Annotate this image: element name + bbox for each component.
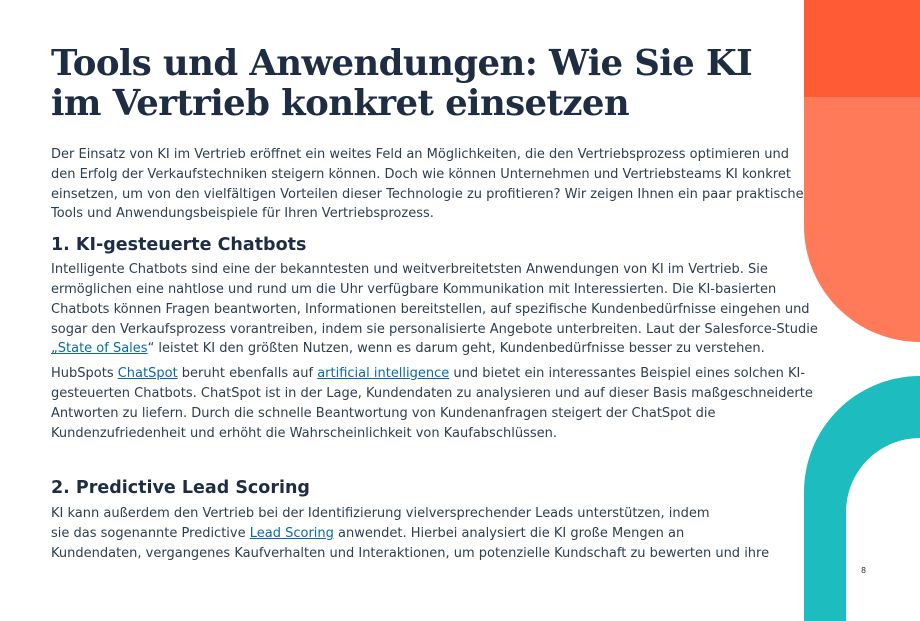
- paragraph-line: Intelligente Chatbots sind eine der bekanntesten und weitverbreitetsten Anwendungen von KI im Vertrieb. Sie: [51, 262, 768, 278]
- chatbots-paragraph-2: [51, 364, 813, 443]
- paragraph-line: KI kann außerdem den Vertrieb bei der Identifizierung vielversprechender Leads unterstützen, indem: [51, 506, 710, 522]
- teal-shape: [804, 376, 920, 621]
- link-quote-open: „: [51, 341, 58, 357]
- paragraph-text: sie das sogenannte Predictive: [51, 526, 250, 542]
- title-line-1: Tools und Anwendungen: Wie Sie KI: [51, 43, 753, 84]
- paragraph-text: und bietet ein interessantes Beispiel eines solchen KI-: [449, 366, 806, 382]
- state-of-sales-link[interactable]: [51, 341, 148, 356]
- paragraph-text: anwendet. Hierbei analysiert die KI große Mengen an: [333, 526, 685, 542]
- intro-paragraph: [51, 145, 804, 224]
- paragraph-line: Chatbots können Fragen beantworten, Informationen bereitstellen, auf spezifische Kundenbedürfnisse eingehen und: [51, 301, 810, 317]
- page-content: [51, 43, 818, 564]
- paragraph-text: HubSpots: [51, 366, 118, 382]
- paragraph-line: sogar den Verkaufsprozess vorantreiben, indem sie personalisierte Angebote unterbreiten. Laut der Salesforce-Studie: [51, 321, 818, 337]
- paragraph-text: “ leistet KI den größten Nutzen, wenn es darum geht, Kundenbedürfnisse besser zu verstehen.: [147, 341, 765, 357]
- lead-scoring-link[interactable]: Lead Scoring: [249, 526, 334, 542]
- intro-line: Der Einsatz von KI im Vertrieb eröffnet ein weites Feld an Möglichkeiten, die den Vertriebsprozess optimieren und: [51, 147, 790, 162]
- paragraph-line: gesteuerten Chatbots. ChatSpot ist in der Lage, Kundendaten zu analysieren und auf dieser Basis maßgeschneiderte: [51, 385, 813, 401]
- lead-scoring-paragraph: [51, 504, 791, 563]
- section-heading-lead-scoring: 2. Predictive Lead Scoring: [51, 478, 310, 499]
- paragraph-line: Kundendaten, vergangenes Kaufverhalten und Interaktionen, um potenzielle Kundschaft zu bewerten und ihre: [51, 545, 770, 561]
- section-heading-chatbots: 1. KI-gesteuerte Chatbots: [51, 235, 307, 256]
- paragraph-line: ermöglichen eine nahtlose und rund um die Uhr verfügbare Kommunikation mit Interessierten. Die KI-basierten: [51, 281, 777, 297]
- paragraph-line: Kundenzufriedenheit und erhöht die Wahrscheinlichkeit von Kaufabschlüssen.: [51, 425, 557, 441]
- chatspot-link[interactable]: ChatSpot: [117, 366, 178, 382]
- link-text: State of Sales: [57, 341, 148, 357]
- decorative-shapes: [804, 0, 920, 621]
- paragraph-line: Antworten zu liefern. Durch die schnelle Beantwortung von Kundenanfragen steigert der ChatSpot die: [51, 405, 716, 421]
- chatbots-paragraph-1: [51, 260, 818, 359]
- orange-block: [804, 0, 920, 97]
- paragraph-text: beruht ebenfalls auf: [177, 366, 318, 382]
- title-line-2: im Vertrieb konkret einsetzen: [51, 83, 630, 124]
- artificial-intelligence-link[interactable]: artificial intelligence: [317, 366, 450, 382]
- intro-line: den Erfolg der Verkaufstechniken steigern können. Doch wie können Unternehmen und Vertriebsteams KI konkret: [51, 166, 791, 182]
- intro-line: einsetzen, um von den vielfältigen Vorteilen dieser Technologie zu profitieren? Wir zeigen Ihnen ein paar praktische: [51, 186, 804, 202]
- page-number: 8: [861, 566, 867, 575]
- page-title: [51, 44, 791, 124]
- coral-shape: [804, 97, 920, 342]
- intro-line: Tools und Anwendungsbeispiele für Ihren Vertriebsprozess.: [51, 206, 434, 222]
